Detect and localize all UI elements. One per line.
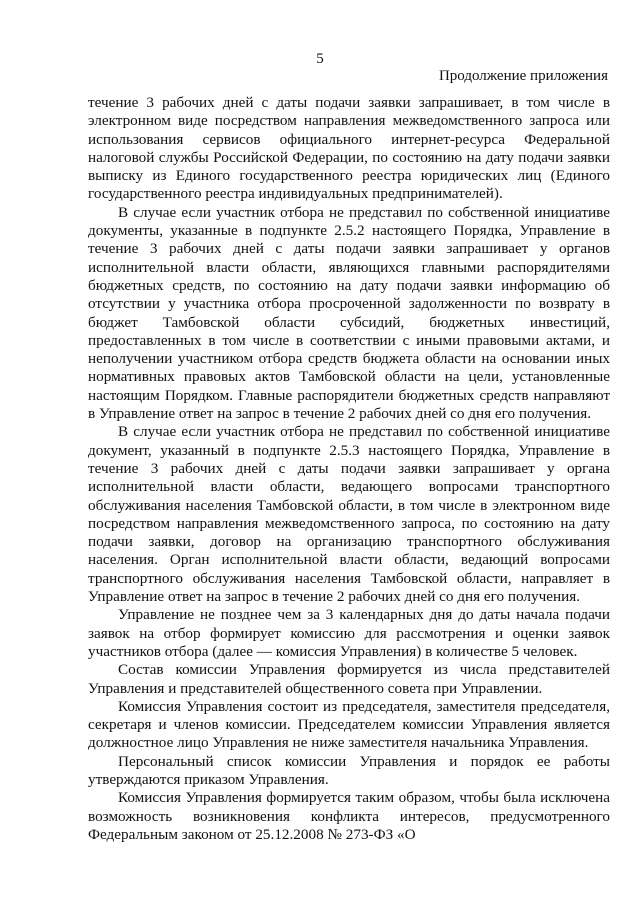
paragraph-commission-formation: Управление не позднее чем за 3 календарных дня до даты начала подачи заявок на отбор формирует комиссию для рассмотрения и оценки заявок участников отбора (далее — комиссия Управления) в количестве 5 человек.: [88, 606, 610, 660]
appendix-continuation-note: Продолжение приложения: [438, 68, 608, 84]
page-number: 5: [316, 51, 324, 67]
paragraph-continuation: течение 3 рабочих дней с даты подачи заявки запрашивает, в том числе в электронном виде посредством направления межведомственного запроса или использования сервисов официального интернет-ресурса Федеральной налоговой службы Российской Федерации, по состоянию на дату подачи заявки выписку из Единого государственного реестра юридических лиц (Единого государственного реестра индивидуальных предпринимателей).: [88, 94, 610, 203]
paragraph-conflict-of-interest: Комиссия Управления формируется таким образом, чтобы была исключена возможность возникновения конфликта интересов, предусмотренного Федеральным законом от 25.12.2008 № 273-ФЗ «О: [88, 789, 610, 843]
paragraph-budget-info-request: В случае если участник отбора не представил по собственной инициативе документы, указанные в подпункте 2.5.2 настоящего Порядка, Управление в течение 3 рабочих дней с даты подачи заявки запрашивает у органов исполнительной власти области, являющихся главными распорядителями бюджетных средств, по состоянию на дату подачи заявки информацию об отсутствии у участника отбора просроченной задолженности по возврату в бюджет Тамбовской области субсидий, бюджетных инвестиций, предоставленных в том числе в соответствии с иными правовыми актами, и неполучении участником отбора средств бюджета области на основании иных нормативных правовых актов Тамбовской области на цели, установленные настоящим Порядком. Главные распорядители бюджетных средств направляют в Управление ответ на запрос в течение 2 рабочих дней со дня его получения.: [88, 203, 610, 423]
paragraph-commission-approval: Персональный список комиссии Управления и порядок ее работы утверждаются приказом Управления.: [88, 752, 610, 788]
body-text: [88, 94, 610, 844]
paragraph-commission-composition: Состав комиссии Управления формируется из числа представителей Управления и представителей общественного совета при Управлении.: [88, 661, 610, 697]
paragraph-commission-members: Комиссия Управления состоит из председателя, заместителя председателя, секретаря и членов комиссии. Председателем комиссии Управления является должностное лицо Управления не ниже заместителя начальника Управления.: [88, 697, 610, 752]
paragraph-transport-contract-request: В случае если участник отбора не представил по собственной инициативе документ, указанный в подпункте 2.5.3 настоящего Порядка, Управление в течение 3 рабочих дней с даты подачи заявки запрашивает у органа исполнительной власти области, ведающего вопросами транспортного обслуживания населения Тамбовской области, в том числе в электронном виде посредством направления межведомственного запроса, по состоянию на дату подачи заявки, договор на организацию транспортного обслуживания населения. Орган исполнительной власти области, ведающий вопросами транспортного обслуживания населения Тамбовской области, направляет в Управление ответ на запрос в течение 2 рабочих дней со дня его получения.: [88, 423, 610, 606]
